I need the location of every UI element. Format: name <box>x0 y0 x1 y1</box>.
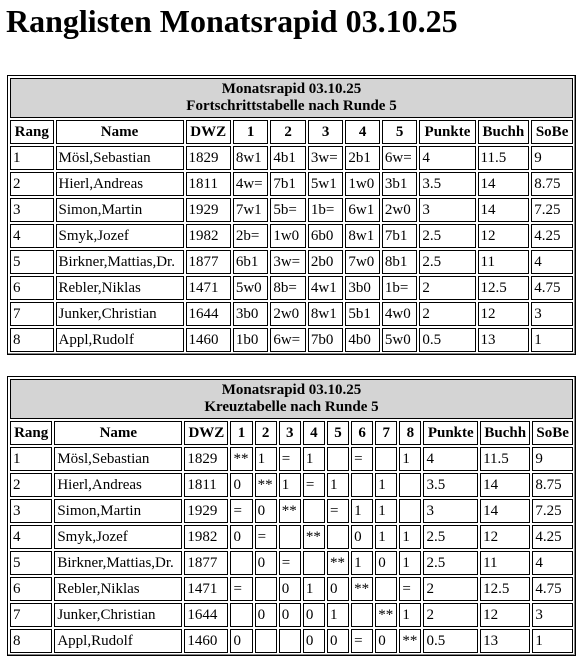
col-header-round-5: 5 <box>382 120 418 144</box>
cell-round-4: 8w1 <box>345 224 379 248</box>
cell-opp-4: 1 <box>303 447 325 471</box>
cell-opp-5: ** <box>327 551 349 575</box>
cell-opp-4 <box>303 551 325 575</box>
progress-table-header-row <box>10 120 573 144</box>
cell-buchh: 14 <box>480 473 530 497</box>
table-row <box>10 276 573 300</box>
cell-buchh: 11.5 <box>478 146 530 170</box>
cell-round-3: 6b0 <box>308 224 344 248</box>
col-header-rang: Rang <box>10 120 54 144</box>
cell-opp-7: 0 <box>375 551 397 575</box>
cell-round-2: 7b1 <box>270 172 306 196</box>
cell-opp-1: ** <box>230 447 252 471</box>
cell-buchh: 12.5 <box>480 577 530 601</box>
cell-opp-2: ** <box>255 473 277 497</box>
cell-rang: 2 <box>10 172 54 196</box>
col-header-round-1: 1 <box>233 120 269 144</box>
cross-table <box>7 376 576 656</box>
cell-opp-6: 1 <box>351 551 373 575</box>
cell-sobe: 4.75 <box>532 577 573 601</box>
cell-dwz: 1929 <box>186 198 231 222</box>
cell-name: Appl,Rudolf <box>56 328 184 352</box>
cell-rang: 5 <box>10 551 52 575</box>
cell-round-3: 7b0 <box>308 328 344 352</box>
cell-sobe: 3 <box>531 302 573 326</box>
cell-round-4: 6w1 <box>345 198 379 222</box>
col-header-buchh: Buchh <box>480 421 530 445</box>
cell-sobe: 8.75 <box>531 172 573 196</box>
table-row <box>10 629 573 653</box>
cell-buchh: 12 <box>480 603 530 627</box>
cell-opp-7: ** <box>375 603 397 627</box>
cell-dwz: 1982 <box>184 525 228 549</box>
cell-name: Simon,Martin <box>56 198 184 222</box>
col-header-punkte: Punkte <box>423 421 478 445</box>
cell-opp-6: 1 <box>351 499 373 523</box>
cell-sobe: 1 <box>532 629 573 653</box>
cell-sobe: 4 <box>532 551 573 575</box>
cell-round-5: 3b1 <box>382 172 418 196</box>
col-header-sobe: SoBe <box>532 421 573 445</box>
cell-rang: 3 <box>10 198 54 222</box>
cell-round-2: 2w0 <box>270 302 306 326</box>
cell-name: Hierl,Andreas <box>54 473 182 497</box>
cell-punkte: 4 <box>423 447 478 471</box>
cell-punkte: 3.5 <box>423 473 478 497</box>
col-header-sobe: SoBe <box>531 120 573 144</box>
col-header-name: Name <box>56 120 184 144</box>
cell-punkte: 0.5 <box>419 328 475 352</box>
cell-round-3: 2b0 <box>308 250 344 274</box>
col-header-opp-6: 6 <box>351 421 373 445</box>
cell-opp-8: 1 <box>399 447 421 471</box>
cell-buchh: 12 <box>478 224 530 248</box>
col-header-opp-5: 5 <box>327 421 349 445</box>
progress-table <box>7 75 576 355</box>
cell-name: Birkner,Mattias,Dr. <box>54 551 182 575</box>
cell-dwz: 1877 <box>184 551 228 575</box>
cell-opp-7 <box>375 447 397 471</box>
cell-opp-7: 1 <box>375 525 397 549</box>
cell-opp-8 <box>399 499 421 523</box>
cell-round-2: 3w= <box>270 250 306 274</box>
page-title: Ranglisten Monatsrapid 03.10.25 <box>6 3 458 39</box>
cell-round-5: 2w0 <box>382 198 418 222</box>
col-header-opp-4: 4 <box>303 421 325 445</box>
cell-round-4: 5b1 <box>345 302 379 326</box>
table-row <box>10 551 573 575</box>
cell-opp-6: 0 <box>351 525 373 549</box>
cell-sobe: 1 <box>531 328 573 352</box>
cell-opp-2 <box>255 629 277 653</box>
cell-opp-4: = <box>303 473 325 497</box>
cross-table-header-row <box>10 421 573 445</box>
cell-rang: 7 <box>10 603 52 627</box>
cell-opp-6: ** <box>351 577 373 601</box>
cell-rang: 3 <box>10 499 52 523</box>
cell-opp-4: 1 <box>303 577 325 601</box>
cell-opp-2: 0 <box>255 603 277 627</box>
cell-dwz: 1644 <box>186 302 231 326</box>
table-row <box>10 302 573 326</box>
cell-opp-4: 0 <box>303 603 325 627</box>
cell-buchh: 14 <box>480 499 530 523</box>
cell-rang: 4 <box>10 224 54 248</box>
col-header-round-3: 3 <box>308 120 344 144</box>
cell-opp-8: ** <box>399 629 421 653</box>
cell-name: Rebler,Niklas <box>56 276 184 300</box>
cell-dwz: 1829 <box>184 447 228 471</box>
cell-name: Rebler,Niklas <box>54 577 182 601</box>
cell-dwz: 1471 <box>184 577 228 601</box>
col-header-opp-8: 8 <box>399 421 421 445</box>
progress-table-caption-title: Monatsrapid 03.10.25 <box>221 81 362 97</box>
cell-sobe: 4.75 <box>531 276 573 300</box>
table-row <box>10 603 573 627</box>
col-header-dwz: DWZ <box>186 120 231 144</box>
table-row <box>10 172 573 196</box>
cell-opp-2: = <box>255 525 277 549</box>
table-row <box>10 146 573 170</box>
table-row <box>10 473 573 497</box>
cell-buchh: 14 <box>478 198 530 222</box>
cell-round-2: 6w= <box>270 328 306 352</box>
cell-rang: 1 <box>10 146 54 170</box>
cell-opp-5 <box>327 525 349 549</box>
cell-buchh: 12.5 <box>478 276 530 300</box>
cell-dwz: 1929 <box>184 499 228 523</box>
cell-opp-1: 0 <box>230 525 252 549</box>
cell-name: Junker,Christian <box>56 302 184 326</box>
cell-opp-6 <box>351 603 373 627</box>
cell-opp-5: 0 <box>327 577 349 601</box>
cell-opp-5 <box>327 447 349 471</box>
cell-rang: 6 <box>10 577 52 601</box>
cell-opp-8 <box>399 473 421 497</box>
cell-punkte: 2 <box>423 603 478 627</box>
cell-punkte: 2 <box>423 577 478 601</box>
cell-punkte: 2.5 <box>419 250 475 274</box>
cell-opp-2: 0 <box>255 551 277 575</box>
cell-opp-3: 0 <box>279 603 301 627</box>
cell-opp-5: 0 <box>327 629 349 653</box>
cell-opp-3 <box>279 525 301 549</box>
cell-rang: 2 <box>10 473 52 497</box>
cell-buchh: 11 <box>478 250 530 274</box>
col-header-round-4: 4 <box>345 120 379 144</box>
cell-name: Simon,Martin <box>54 499 182 523</box>
col-header-opp-2: 2 <box>255 421 277 445</box>
cell-opp-7 <box>375 577 397 601</box>
cell-opp-4 <box>303 499 325 523</box>
cell-round-4: 3b0 <box>345 276 379 300</box>
cell-opp-8: 1 <box>399 525 421 549</box>
cell-round-5: 1b= <box>382 276 418 300</box>
cell-round-5: 6w= <box>382 146 418 170</box>
cell-opp-2: 1 <box>255 447 277 471</box>
col-header-name: Name <box>54 421 182 445</box>
table-row <box>10 447 573 471</box>
cell-round-1: 5w0 <box>233 276 269 300</box>
cell-opp-1: = <box>230 577 252 601</box>
table-row <box>10 250 573 274</box>
cell-name: Birkner,Mattias,Dr. <box>56 250 184 274</box>
table-row <box>10 198 573 222</box>
cell-sobe: 9 <box>531 146 573 170</box>
cell-opp-7: 1 <box>375 499 397 523</box>
cell-name: Appl,Rudolf <box>54 629 182 653</box>
cell-punkte: 3 <box>419 198 475 222</box>
cell-round-3: 3w= <box>308 146 344 170</box>
cell-round-1: 6b1 <box>233 250 269 274</box>
cell-round-4: 2b1 <box>345 146 379 170</box>
cell-buchh: 12 <box>478 302 530 326</box>
cell-opp-6: = <box>351 629 373 653</box>
cell-round-4: 7w0 <box>345 250 379 274</box>
cell-name: Mösl,Sebastian <box>56 146 184 170</box>
cell-dwz: 1811 <box>184 473 228 497</box>
cell-dwz: 1811 <box>186 172 231 196</box>
cell-sobe: 3 <box>532 603 573 627</box>
cell-opp-7: 1 <box>375 473 397 497</box>
cell-sobe: 4.25 <box>531 224 573 248</box>
cell-rang: 6 <box>10 276 54 300</box>
cross-table-caption-subtitle: Kreuztabelle nach Runde 5 <box>204 399 379 415</box>
table-row <box>10 577 573 601</box>
cell-punkte: 2.5 <box>419 224 475 248</box>
cell-punkte: 0.5 <box>423 629 478 653</box>
cell-round-1: 8w1 <box>233 146 269 170</box>
cell-dwz: 1471 <box>186 276 231 300</box>
cell-opp-1 <box>230 603 252 627</box>
cell-dwz: 1829 <box>186 146 231 170</box>
cell-dwz: 1460 <box>184 629 228 653</box>
cell-dwz: 1877 <box>186 250 231 274</box>
cell-rang: 4 <box>10 525 52 549</box>
cell-sobe: 8.75 <box>532 473 573 497</box>
cell-name: Smyk,Jozef <box>54 525 182 549</box>
cell-round-3: 1b= <box>308 198 344 222</box>
cell-opp-2: 0 <box>255 499 277 523</box>
cell-opp-5: 1 <box>327 603 349 627</box>
col-header-dwz: DWZ <box>184 421 228 445</box>
cell-dwz: 1982 <box>186 224 231 248</box>
cell-round-3: 4w1 <box>308 276 344 300</box>
cell-opp-3: 0 <box>279 577 301 601</box>
cell-dwz: 1460 <box>186 328 231 352</box>
cell-round-4: 4b0 <box>345 328 379 352</box>
table-row <box>10 328 573 352</box>
cell-rang: 5 <box>10 250 54 274</box>
cell-round-5: 8b1 <box>382 250 418 274</box>
cell-opp-6 <box>351 473 373 497</box>
cell-rang: 8 <box>10 629 52 653</box>
cell-opp-1: 0 <box>230 473 252 497</box>
cell-opp-1: 0 <box>230 629 252 653</box>
cell-buchh: 13 <box>480 629 530 653</box>
cell-opp-3: ** <box>279 499 301 523</box>
cell-sobe: 9 <box>532 447 573 471</box>
progress-table-caption <box>10 78 573 118</box>
cell-round-5: 4w0 <box>382 302 418 326</box>
cell-punkte: 2.5 <box>423 525 478 549</box>
cell-punkte: 2 <box>419 302 475 326</box>
cell-punkte: 2.5 <box>423 551 478 575</box>
cell-opp-3: = <box>279 447 301 471</box>
cell-round-1: 1b0 <box>233 328 269 352</box>
cell-round-3: 5w1 <box>308 172 344 196</box>
cell-round-3: 8w1 <box>308 302 344 326</box>
cell-sobe: 7.25 <box>532 499 573 523</box>
cell-punkte: 4 <box>419 146 475 170</box>
cell-round-1: 4w= <box>233 172 269 196</box>
cell-punkte: 2 <box>419 276 475 300</box>
cell-opp-1 <box>230 551 252 575</box>
cross-table-caption <box>10 379 573 419</box>
cell-round-4: 1w0 <box>345 172 379 196</box>
cell-opp-4: 0 <box>303 629 325 653</box>
col-header-rang: Rang <box>10 421 52 445</box>
cross-table-caption-title: Monatsrapid 03.10.25 <box>221 382 362 398</box>
cell-opp-8: 1 <box>399 551 421 575</box>
cell-opp-1: = <box>230 499 252 523</box>
col-header-opp-3: 3 <box>279 421 301 445</box>
cell-punkte: 3 <box>423 499 478 523</box>
col-header-buchh: Buchh <box>478 120 530 144</box>
cell-opp-6: = <box>351 447 373 471</box>
progress-table-caption-row <box>10 78 573 118</box>
cell-round-1: 2b= <box>233 224 269 248</box>
cell-round-1: 3b0 <box>233 302 269 326</box>
cell-opp-2 <box>255 577 277 601</box>
cell-round-5: 5w0 <box>382 328 418 352</box>
cell-dwz: 1644 <box>184 603 228 627</box>
table-row <box>10 224 573 248</box>
table-row <box>10 525 573 549</box>
col-header-opp-7: 7 <box>375 421 397 445</box>
cell-opp-7: 0 <box>375 629 397 653</box>
cell-opp-8: = <box>399 577 421 601</box>
table-row <box>10 499 573 523</box>
cell-name: Hierl,Andreas <box>56 172 184 196</box>
cell-buchh: 11.5 <box>480 447 530 471</box>
cell-buchh: 12 <box>480 525 530 549</box>
cell-round-2: 5b= <box>270 198 306 222</box>
cell-buchh: 11 <box>480 551 530 575</box>
cell-opp-8: 1 <box>399 603 421 627</box>
cell-rang: 1 <box>10 447 52 471</box>
cell-name: Smyk,Jozef <box>56 224 184 248</box>
cell-rang: 8 <box>10 328 54 352</box>
cell-name: Mösl,Sebastian <box>54 447 182 471</box>
cell-round-2: 1w0 <box>270 224 306 248</box>
cell-round-1: 7w1 <box>233 198 269 222</box>
col-header-opp-1: 1 <box>230 421 252 445</box>
cell-name: Junker,Christian <box>54 603 182 627</box>
cell-opp-3 <box>279 629 301 653</box>
cell-round-2: 4b1 <box>270 146 306 170</box>
cell-round-2: 8b= <box>270 276 306 300</box>
cell-opp-3: = <box>279 551 301 575</box>
cell-sobe: 4 <box>531 250 573 274</box>
cell-sobe: 4.25 <box>532 525 573 549</box>
progress-table-caption-subtitle: Fortschrittstabelle nach Runde 5 <box>186 98 397 114</box>
cell-buchh: 14 <box>478 172 530 196</box>
cell-opp-3: 1 <box>279 473 301 497</box>
cell-opp-5: 1 <box>327 473 349 497</box>
col-header-punkte: Punkte <box>419 120 475 144</box>
cell-buchh: 13 <box>478 328 530 352</box>
cell-opp-4: ** <box>303 525 325 549</box>
cell-sobe: 7.25 <box>531 198 573 222</box>
cell-opp-5: = <box>327 499 349 523</box>
col-header-round-2: 2 <box>270 120 306 144</box>
cell-punkte: 3.5 <box>419 172 475 196</box>
cell-rang: 7 <box>10 302 54 326</box>
cross-table-caption-row <box>10 379 573 419</box>
cell-round-5: 7b1 <box>382 224 418 248</box>
